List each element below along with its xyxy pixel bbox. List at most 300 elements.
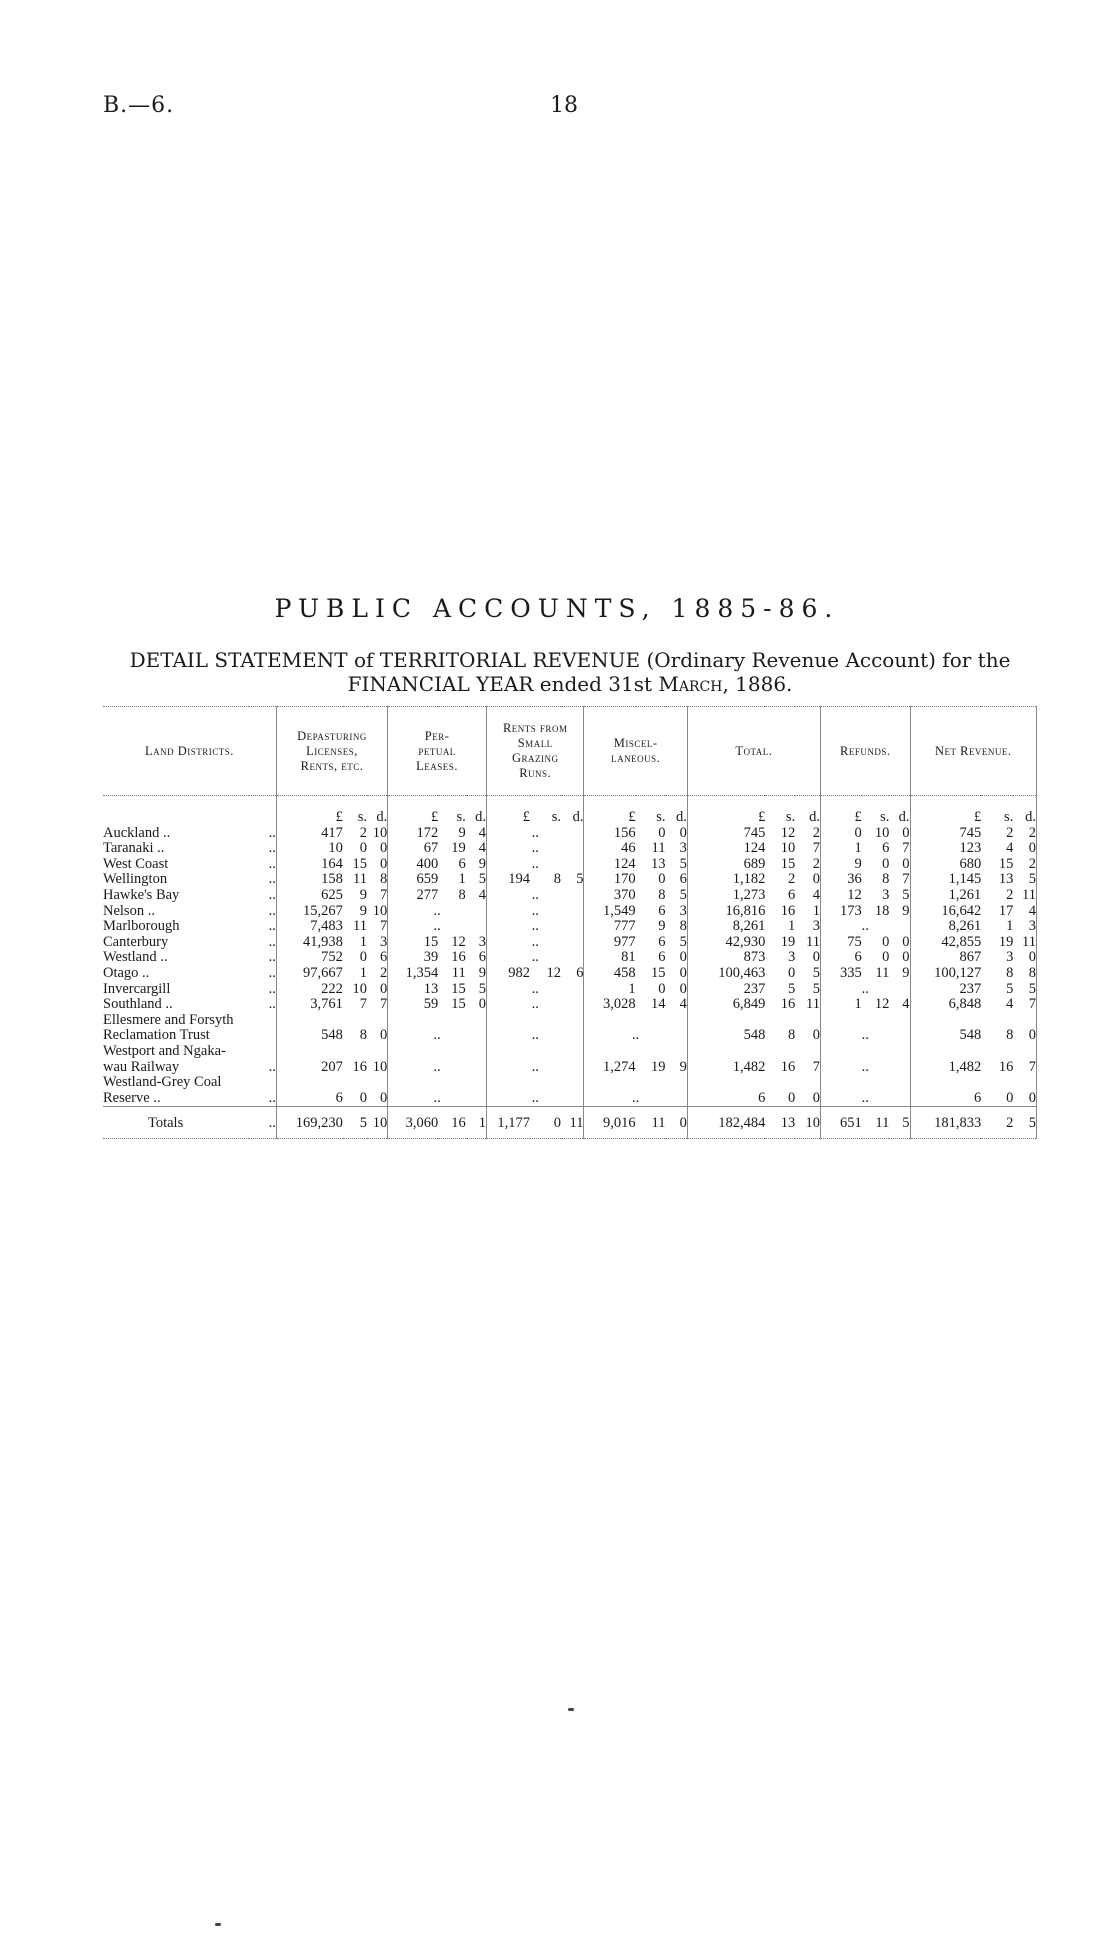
district-name: Totals xyxy=(103,1107,249,1139)
amount-cell: 2 xyxy=(1013,826,1036,842)
amount-cell: 2 xyxy=(1013,857,1036,873)
table-row xyxy=(103,872,1037,888)
amount-cell: 6 xyxy=(910,1091,981,1107)
amount-cell: 6 xyxy=(679,871,687,888)
amount-cell: 39 xyxy=(388,950,439,966)
amount-cell: 46 xyxy=(584,841,636,857)
amount-cell: 15 xyxy=(780,855,796,872)
amount-cell: 0 xyxy=(902,949,910,966)
amount-cell: 8 xyxy=(658,886,666,903)
amount-cell: 0 xyxy=(359,949,368,966)
amount-cell: 0 xyxy=(812,871,820,888)
amount-cell: 41,938 xyxy=(276,935,343,951)
table-row xyxy=(103,935,1037,951)
amount-cell: 1 xyxy=(466,1107,487,1139)
amount-cell: 0 xyxy=(812,949,820,966)
amount-cell: 11 xyxy=(561,1107,584,1139)
district-name: Taranaki .. xyxy=(103,840,165,857)
amount-cell: 9 xyxy=(359,902,368,919)
print-mark xyxy=(215,1923,221,1926)
amount-cell: 745 xyxy=(687,826,765,842)
amount-cell: 13 xyxy=(650,855,666,872)
amount-cell: 16 xyxy=(780,1058,796,1075)
amount-cell: 11 xyxy=(651,840,666,857)
table-row xyxy=(103,904,1037,920)
amount-cell: 335 xyxy=(820,966,861,982)
amount-cell: 5 xyxy=(343,1107,367,1139)
amount-cell: 8 xyxy=(1013,966,1036,982)
ditto-cell: .. xyxy=(388,1060,487,1076)
amount-cell: 7 xyxy=(812,840,820,857)
amount-cell: 8 xyxy=(882,871,890,888)
ditto-cell: .. xyxy=(486,950,584,966)
amount-cell: 0 xyxy=(379,1089,388,1106)
amount-cell: 0 xyxy=(379,1027,388,1044)
amount-cell: 0 xyxy=(679,964,687,981)
amount-cell: 6,849 xyxy=(687,997,765,1013)
amount-cell: 123 xyxy=(910,841,981,857)
amount-cell: 3,060 xyxy=(388,1107,439,1139)
leader-dots: .. xyxy=(268,886,276,903)
amount-cell: 9 xyxy=(458,824,466,841)
amount-cell: 7 xyxy=(902,840,910,857)
leader-dots xyxy=(249,1028,277,1044)
amount-cell: 4 xyxy=(679,996,687,1013)
amount-cell: 181,833 xyxy=(910,1107,981,1139)
ditto-cell: .. xyxy=(584,1028,687,1044)
table-row xyxy=(103,997,1037,1013)
leader-dots: .. xyxy=(268,996,276,1013)
amount-cell: 0 xyxy=(1013,1028,1036,1044)
amount-cell: 17 xyxy=(998,902,1014,919)
ditto-cell: .. xyxy=(820,1060,910,1076)
amount-cell: 548 xyxy=(910,1028,981,1044)
amount-cell: 0 xyxy=(1013,950,1036,966)
amount-cell: 0 xyxy=(679,824,687,841)
amount-cell: 6 xyxy=(379,949,388,966)
amount-cell: 8,261 xyxy=(910,919,981,935)
table-row xyxy=(103,919,1037,935)
district-name: Ellesmere and Forsyth xyxy=(103,1011,234,1028)
amount-cell: 6,848 xyxy=(910,997,981,1013)
amount-cell: 7 xyxy=(379,996,388,1013)
table-row xyxy=(103,826,1037,842)
leader-dots: .. xyxy=(268,980,276,997)
table-row xyxy=(103,1060,1037,1076)
amount-cell: 982 xyxy=(486,966,530,982)
amount-cell: 8 xyxy=(359,1027,368,1044)
table-row-continued xyxy=(103,1044,1037,1060)
ditto-cell: .. xyxy=(820,982,910,998)
amount-cell: 8,261 xyxy=(687,919,765,935)
amount-cell: 625 xyxy=(276,888,343,904)
ditto-cell: .. xyxy=(486,904,584,920)
amount-cell: 173 xyxy=(820,904,861,920)
amount-cell: 0 xyxy=(478,996,486,1013)
amount-cell: 4 xyxy=(1006,996,1014,1013)
table-subtitle xyxy=(100,648,1040,696)
amount-cell: 1 xyxy=(812,902,820,919)
amount-cell: 19 xyxy=(998,933,1014,950)
amount-cell: 1,274 xyxy=(584,1060,636,1076)
print-mark xyxy=(568,1708,574,1711)
district-name: Marlborough xyxy=(103,918,180,935)
amount-cell: 18 xyxy=(874,902,890,919)
amount-cell: 745 xyxy=(910,826,981,842)
amount-cell: 7 xyxy=(1013,1060,1036,1076)
header-refunds: Refunds. xyxy=(820,707,910,796)
amount-cell: 680 xyxy=(910,857,981,873)
amount-cell: 0 xyxy=(658,824,666,841)
amount-cell: 6 xyxy=(787,886,796,903)
amount-cell: 11 xyxy=(806,933,820,950)
amount-cell: 169,230 xyxy=(276,1107,343,1139)
amount-cell: 170 xyxy=(584,872,636,888)
amount-cell: 0 xyxy=(1006,1089,1014,1106)
amount-cell: 2 xyxy=(1006,886,1014,903)
leader-dots: .. xyxy=(268,918,276,935)
amount-cell: 0 xyxy=(679,949,687,966)
amount-cell: 9 xyxy=(478,855,486,872)
amount-cell: 8 xyxy=(379,871,388,888)
amount-cell: 7,483 xyxy=(276,919,343,935)
table-row xyxy=(103,1028,1037,1044)
leader-dots: .. xyxy=(268,840,276,857)
amount-cell: 548 xyxy=(687,1028,765,1044)
amount-cell: 1 xyxy=(820,841,861,857)
leader-dots: .. xyxy=(268,871,276,888)
amount-cell: 6 xyxy=(882,840,890,857)
amount-cell: 81 xyxy=(584,950,636,966)
amount-cell: 0 xyxy=(679,980,687,997)
ditto-cell: .. xyxy=(486,997,584,1013)
amount-cell: 11 xyxy=(862,1107,890,1139)
amount-cell: 222 xyxy=(276,982,343,998)
amount-cell: 12 xyxy=(874,996,890,1013)
amount-cell: 3 xyxy=(478,933,486,950)
amount-cell: 2 xyxy=(787,871,796,888)
amount-cell: 9 xyxy=(902,964,910,981)
amount-cell: 0 xyxy=(902,855,910,872)
amount-cell: 12 xyxy=(451,933,466,950)
amount-cell: 10 xyxy=(367,1107,388,1139)
amount-cell: 97,667 xyxy=(276,966,343,982)
amount-cell: 15 xyxy=(650,964,666,981)
amount-cell: 867 xyxy=(910,950,981,966)
amount-cell: 5 xyxy=(576,871,584,888)
amount-cell: 15 xyxy=(352,855,368,872)
leader-dots: .. xyxy=(268,933,276,950)
table-row xyxy=(103,857,1037,873)
amount-cell: 0 xyxy=(882,933,890,950)
amount-cell: 4 xyxy=(478,824,486,841)
ditto-cell: .. xyxy=(486,1091,584,1107)
amount-cell: 15 xyxy=(998,855,1014,872)
amount-cell: 0 xyxy=(379,840,388,857)
amount-cell: 3 xyxy=(812,918,820,935)
district-name: Hawke's Bay xyxy=(103,886,180,903)
ditto-cell: .. xyxy=(486,935,584,951)
amount-cell: 9 xyxy=(658,918,666,935)
amount-cell: 100,127 xyxy=(910,966,981,982)
district-name: Southland .. xyxy=(103,996,173,1013)
amount-cell: 16 xyxy=(780,996,796,1013)
amount-cell: 15 xyxy=(451,996,466,1013)
district-name: Otago .. xyxy=(103,964,150,981)
amount-cell: 10 xyxy=(372,1058,388,1075)
amount-cell: 124 xyxy=(687,841,765,857)
district-name: Auckland .. xyxy=(103,824,171,841)
amount-cell: 1,354 xyxy=(388,966,439,982)
amount-cell: 8 xyxy=(553,871,562,888)
amount-cell: 237 xyxy=(910,982,981,998)
amount-cell: 5 xyxy=(1013,982,1036,998)
amount-cell: 651 xyxy=(820,1107,861,1139)
amount-cell: 15 xyxy=(388,935,439,951)
amount-cell: 6 xyxy=(458,855,466,872)
ditto-cell: .. xyxy=(820,919,910,935)
amount-cell: 7 xyxy=(379,886,388,903)
amount-cell: 6 xyxy=(658,933,666,950)
amount-cell: 0 xyxy=(812,1027,820,1044)
amount-cell: 6 xyxy=(687,1091,765,1107)
amount-cell: 5 xyxy=(787,980,796,997)
amount-cell: 1,182 xyxy=(687,872,765,888)
amount-cell: 5 xyxy=(1013,872,1036,888)
amount-cell: 6 xyxy=(478,949,486,966)
amount-cell: 5 xyxy=(679,933,687,950)
amount-cell: 0 xyxy=(820,826,861,842)
page-number: 18 xyxy=(550,93,578,118)
amount-cell: 0 xyxy=(530,1107,561,1139)
amount-cell: 5 xyxy=(1013,1107,1036,1139)
amount-cell: 277 xyxy=(388,888,439,904)
amount-cell: 0 xyxy=(882,949,890,966)
amount-cell: 4 xyxy=(478,886,486,903)
amount-cell: 3 xyxy=(1013,919,1036,935)
amount-cell: 42,855 xyxy=(910,935,981,951)
ditto-cell: .. xyxy=(388,904,487,920)
amount-cell: 6 xyxy=(820,950,861,966)
ditto-cell: .. xyxy=(486,919,584,935)
amount-cell: 16,816 xyxy=(687,904,765,920)
amount-cell: 10 xyxy=(795,1107,820,1139)
totals-row xyxy=(103,1107,1037,1139)
amount-cell: 752 xyxy=(276,950,343,966)
amount-cell: 19 xyxy=(451,840,466,857)
amount-cell: 10 xyxy=(352,980,368,997)
subtitle-line-2: FINANCIAL YEAR ended 31st March, 1886. xyxy=(347,672,793,696)
ditto-cell: .. xyxy=(388,919,487,935)
amount-cell: 0 xyxy=(379,980,388,997)
amount-cell: 977 xyxy=(584,935,636,951)
amount-cell: 0 xyxy=(359,1089,368,1106)
amount-cell: 1 xyxy=(359,964,368,981)
amount-cell: 0 xyxy=(902,824,910,841)
amount-cell: 2 xyxy=(981,1107,1013,1139)
leader-dots: .. xyxy=(268,902,276,919)
amount-cell: 12 xyxy=(820,888,861,904)
district-name: Westport and Ngaka- xyxy=(103,1042,226,1059)
amount-cell: 0 xyxy=(787,1089,796,1106)
district-name: Canterbury xyxy=(103,933,169,950)
amount-cell: 7 xyxy=(902,871,910,888)
amount-cell: 5 xyxy=(812,980,820,997)
amount-cell: 15,267 xyxy=(276,904,343,920)
district-name: Nelson .. xyxy=(103,902,155,919)
amount-cell: 1 xyxy=(787,918,796,935)
table-row xyxy=(103,966,1037,982)
amount-cell: 16 xyxy=(352,1058,368,1075)
district-name: Invercargill xyxy=(103,980,171,997)
amount-cell: 11 xyxy=(1013,935,1036,951)
ditto-cell: .. xyxy=(486,1060,584,1076)
amount-cell: 13 xyxy=(998,871,1014,888)
amount-cell: 1,482 xyxy=(687,1060,765,1076)
amount-cell: 458 xyxy=(584,966,636,982)
amount-cell: 4 xyxy=(478,840,486,857)
amount-cell: 1,177 xyxy=(486,1107,530,1139)
amount-cell: 11 xyxy=(806,996,820,1013)
leader-dots: .. xyxy=(249,1107,277,1139)
amount-cell: 16,642 xyxy=(910,904,981,920)
amount-cell: 13 xyxy=(765,1107,795,1139)
district-name-continued: wau Railway xyxy=(103,1058,180,1075)
amount-cell: 1,482 xyxy=(910,1060,981,1076)
amount-cell: 0 xyxy=(787,964,796,981)
header-row xyxy=(103,707,1037,796)
amount-cell: 19 xyxy=(650,1058,666,1075)
header-total: Total. xyxy=(687,707,820,796)
amount-cell: 11 xyxy=(636,1107,666,1139)
amount-cell: 0 xyxy=(359,840,368,857)
amount-cell: 7 xyxy=(379,918,388,935)
amount-cell: 16 xyxy=(438,1107,466,1139)
amount-cell: 36 xyxy=(820,872,861,888)
amount-cell: 3 xyxy=(787,949,796,966)
amount-cell: 3 xyxy=(679,902,687,919)
leader-dots: .. xyxy=(268,855,276,872)
amount-cell: 0 xyxy=(812,1089,820,1106)
ditto-cell: .. xyxy=(486,857,584,873)
leader-dots: .. xyxy=(268,964,276,981)
leader-dots: .. xyxy=(268,1058,276,1075)
amount-cell: 16 xyxy=(451,949,466,966)
amount-cell: 1 xyxy=(1006,918,1014,935)
amount-cell: 417 xyxy=(276,826,343,842)
amount-cell: 10 xyxy=(780,840,796,857)
amount-cell: 10 xyxy=(372,824,388,841)
amount-cell: 400 xyxy=(388,857,439,873)
amount-cell: 1,261 xyxy=(910,888,981,904)
page-title: PUBLIC ACCOUNTS, 1885-86. xyxy=(274,594,840,623)
amount-cell: 158 xyxy=(276,872,343,888)
amount-cell: 11 xyxy=(1013,888,1036,904)
amount-cell: 16 xyxy=(780,902,796,919)
amount-cell: 10 xyxy=(276,841,343,857)
amount-cell: 6 xyxy=(658,902,666,919)
leader-dots: .. xyxy=(268,824,276,841)
district-name: West Coast xyxy=(103,855,169,872)
amount-cell: 11 xyxy=(353,871,368,888)
amount-cell: 5 xyxy=(478,871,486,888)
amount-cell: 194 xyxy=(486,872,530,888)
amount-cell: 548 xyxy=(276,1028,343,1044)
table-row xyxy=(103,1091,1037,1107)
amount-cell: 59 xyxy=(388,997,439,1013)
amount-cell: 0 xyxy=(658,871,666,888)
ditto-cell: .. xyxy=(388,1028,487,1044)
amount-cell: 9 xyxy=(902,902,910,919)
amount-cell: 19 xyxy=(780,933,796,950)
amount-cell: 67 xyxy=(388,841,439,857)
amount-cell: 100,463 xyxy=(687,966,765,982)
amount-cell: 8 xyxy=(679,918,687,935)
header-net-revenue: Net Revenue. xyxy=(910,707,1036,796)
district-name: Wellington xyxy=(103,871,168,888)
header-miscellaneous: Miscel- laneous. xyxy=(584,707,687,796)
amount-cell: 10 xyxy=(372,902,388,919)
ditto-cell: .. xyxy=(486,841,584,857)
amount-cell: 14 xyxy=(650,996,666,1013)
amount-cell: 16 xyxy=(998,1058,1014,1075)
amount-cell: 7 xyxy=(359,996,368,1013)
amount-cell: 5 xyxy=(679,886,687,903)
amount-cell: 4 xyxy=(902,996,910,1013)
header-perpetual-leases: Per- petual Leases. xyxy=(388,707,487,796)
table-row-continued xyxy=(103,1013,1037,1029)
amount-cell: 9 xyxy=(359,886,368,903)
table-row-continued xyxy=(103,1075,1037,1091)
document-reference: B.—6. xyxy=(103,93,175,118)
amount-cell: 3,028 xyxy=(584,997,636,1013)
amount-cell: 9 xyxy=(679,1058,687,1075)
ditto-cell: .. xyxy=(820,1028,910,1044)
amount-cell: 0 xyxy=(882,855,890,872)
ditto-cell: .. xyxy=(486,982,584,998)
ditto-cell: .. xyxy=(486,1028,584,1044)
leader-dots: .. xyxy=(268,1089,276,1106)
amount-cell: 370 xyxy=(584,888,636,904)
amount-cell: 0 xyxy=(1013,1091,1036,1107)
amount-cell: 3 xyxy=(379,933,388,950)
amount-cell: 1 xyxy=(820,997,861,1013)
amount-cell: 11 xyxy=(353,918,368,935)
amount-cell: 659 xyxy=(388,872,439,888)
amount-cell: 8 xyxy=(1006,1027,1014,1044)
amount-cell: 0 xyxy=(1013,841,1036,857)
amount-cell: 5 xyxy=(889,1107,910,1139)
amount-cell: 0 xyxy=(658,980,666,997)
amount-cell: 8 xyxy=(787,1027,796,1044)
amount-cell: 3 xyxy=(1006,949,1014,966)
amount-cell: 11 xyxy=(875,964,890,981)
district-name-continued: Reserve .. xyxy=(103,1089,161,1106)
amount-cell: 5 xyxy=(812,964,820,981)
amount-cell: 182,484 xyxy=(687,1107,765,1139)
amount-cell: 2 xyxy=(379,964,388,981)
amount-cell: 13 xyxy=(388,982,439,998)
amount-cell: 124 xyxy=(584,857,636,873)
amount-cell: 5 xyxy=(902,886,910,903)
amount-cell: 15 xyxy=(451,980,466,997)
amount-cell: 237 xyxy=(687,982,765,998)
amount-cell: 10 xyxy=(874,824,890,841)
amount-cell: 3,761 xyxy=(276,997,343,1013)
district-name: Westland-Grey Coal xyxy=(103,1074,222,1091)
subtitle-line-1: DETAIL STATEMENT of TERRITORIAL REVENUE (Ordinary Revenue Account) for the xyxy=(129,648,1011,672)
amount-cell: 0 xyxy=(379,855,388,872)
